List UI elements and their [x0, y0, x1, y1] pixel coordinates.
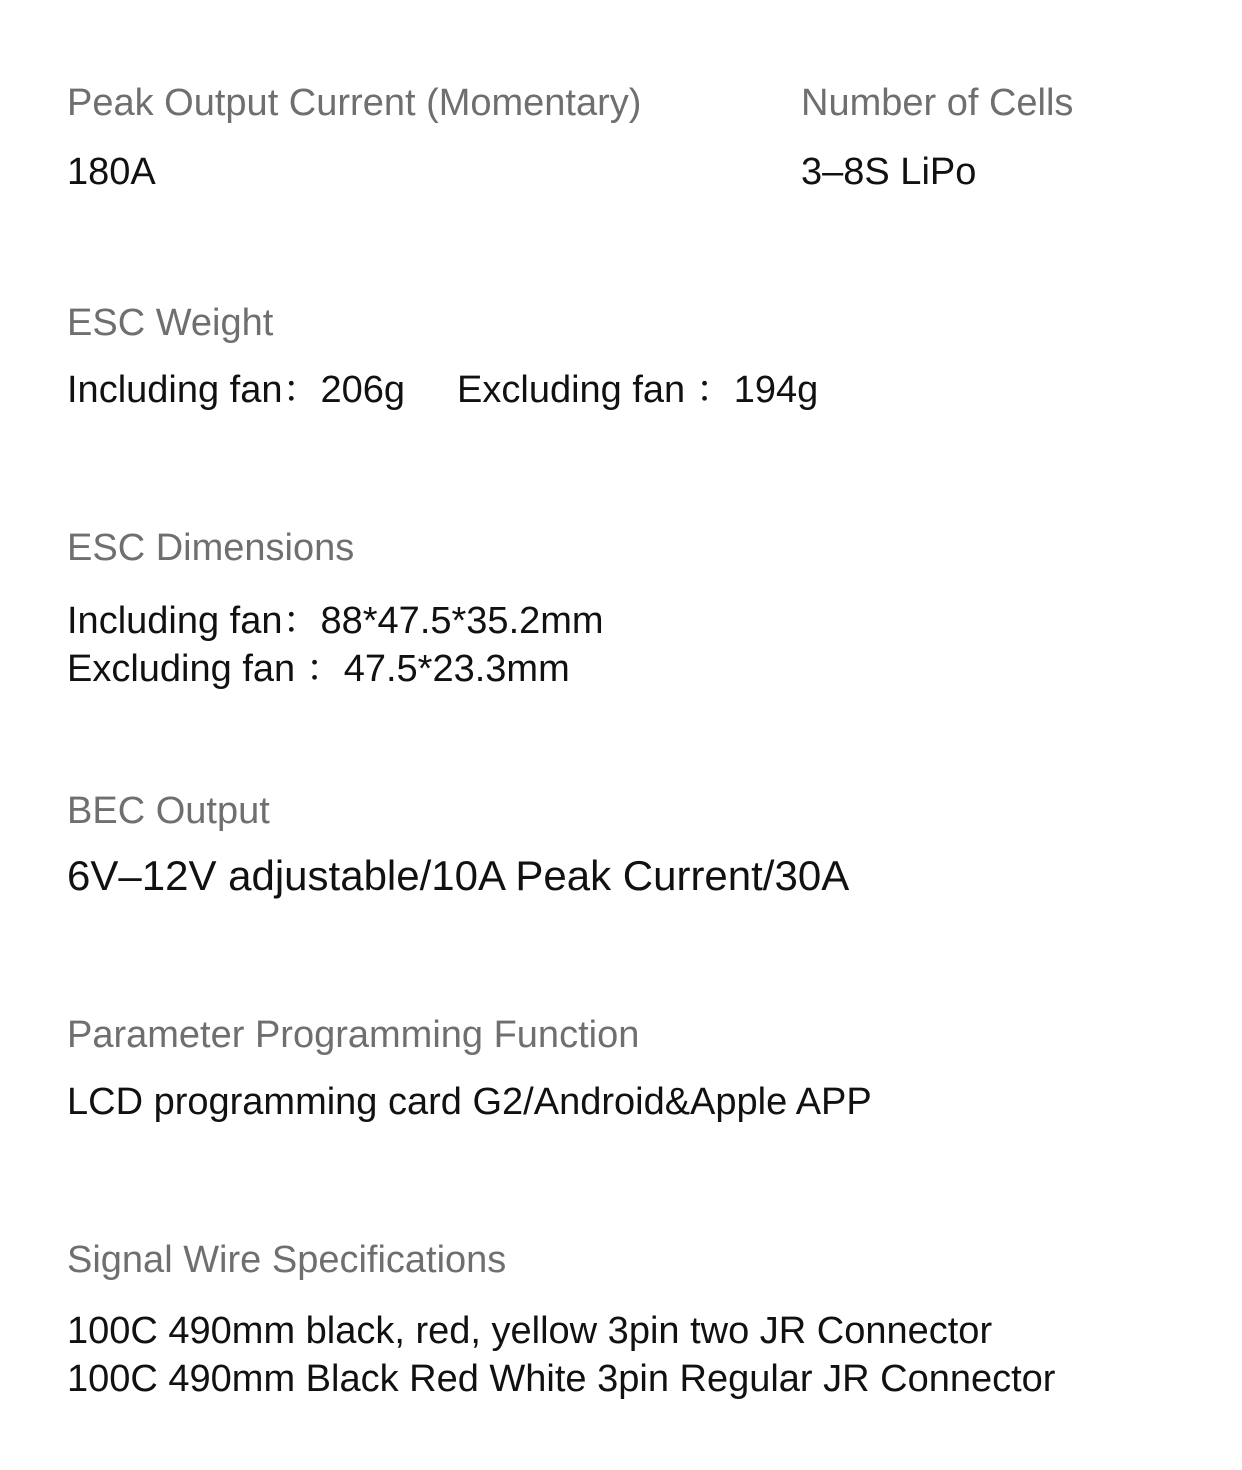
bec-value: 6V–12V adjustable/10A Peak Current/30A — [67, 852, 850, 899]
programming-value: LCD programming card G2/Android&Apple APP — [67, 1081, 872, 1123]
weight-excluding: Excluding fan ：194g — [457, 369, 819, 411]
cells-value: 3–8S LiPo — [801, 151, 977, 193]
bec-label: BEC Output — [67, 790, 270, 832]
cells-label: Number of Cells — [801, 82, 1074, 124]
signal-wire-line-1: 100C 490mm black, red, yellow 3pin two JR Connector — [67, 1310, 993, 1352]
dimensions-excluding: Excluding fan ：47.5*23.3mm — [67, 648, 570, 690]
peak-current-value: 180A — [67, 151, 156, 193]
signal-wire-line-2: 100C 490mm Black Red White 3pin Regular JR Connector — [67, 1358, 1056, 1400]
dimensions-label: ESC Dimensions — [67, 527, 355, 569]
programming-label: Parameter Programming Function — [67, 1014, 640, 1056]
dimensions-including: Including fan：88*47.5*35.2mm — [67, 600, 604, 642]
weight-value — [67, 366, 818, 414]
peak-current-label: Peak Output Current (Momentary) — [67, 82, 642, 124]
signal-wire-label: Signal Wire Specifications — [67, 1239, 507, 1281]
weight-label: ESC Weight — [67, 302, 274, 344]
weight-including: Including fan：206g — [67, 369, 406, 411]
